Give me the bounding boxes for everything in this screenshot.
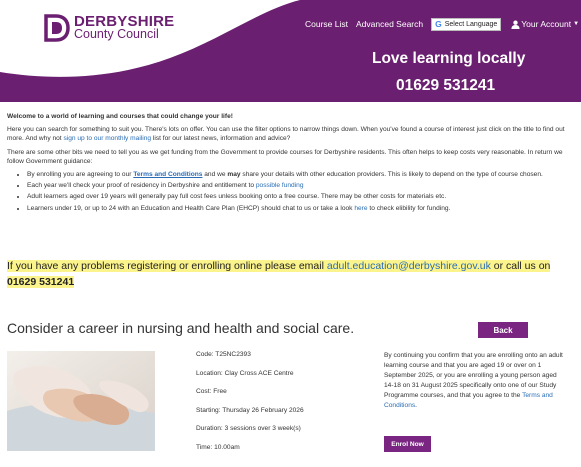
tagline: Love learning locally: [372, 50, 526, 67]
logo-text: [74, 15, 174, 41]
account-label: Your Account: [521, 19, 572, 29]
hands-photo-graphic: [7, 351, 155, 451]
course-cost: Cost: Free: [196, 388, 227, 396]
intro-p1-text-a: Here you can search for something to suit you. There's lots on offer. You can use the filter options to narrow things down. When you've found a course of interest just click on the title to find out more. And why not: [7, 126, 565, 143]
eligibility-link[interactable]: here: [354, 204, 368, 212]
course-location: Location: Clay Cross ACE Centre: [196, 369, 294, 377]
council-logo[interactable]: [44, 14, 174, 42]
course-details: [196, 351, 304, 463]
funding-link[interactable]: possible funding: [255, 182, 304, 190]
terms-link[interactable]: Terms and Conditions: [133, 171, 203, 179]
caret-down-icon: ▼: [573, 21, 580, 27]
language-selector[interactable]: [431, 18, 501, 31]
enrol-now-button[interactable]: Enrol Now: [384, 436, 431, 452]
intro-p1-text-b: list for our latest news, information and advice?: [151, 135, 291, 143]
nav-course-list[interactable]: Course List: [305, 19, 348, 29]
email-link[interactable]: adult.education@derbyshire.gov.uk: [326, 260, 491, 272]
account-menu[interactable]: [511, 19, 579, 29]
intro-paragraph-1: [7, 125, 575, 143]
back-button[interactable]: Back: [478, 322, 528, 338]
course-image: [7, 351, 155, 451]
user-icon: [511, 20, 520, 29]
header-phone: 01629 531241: [396, 77, 496, 94]
welcome-heading: Welcome to a world of learning and courses that could change your life!: [7, 113, 233, 120]
site-header: [0, 0, 581, 102]
course-code: Code: T25NC2393: [196, 351, 251, 358]
b2-text-a: Each year we'll check your proof of residency in Derbyshire and entitlement to: [27, 182, 256, 190]
intro-paragraph-2: There are some other bits we need to tell you as we get funding from the Government to provide courses for Derbyshire residents. This often helps to keep costs very reasonable. In return we follow Government guidance:: [7, 148, 563, 165]
b4-text-b: to check elibility for funding.: [367, 204, 451, 212]
confirm-terms-link[interactable]: Terms and Conditions: [384, 392, 553, 409]
enrolment-confirmation: [384, 351, 564, 411]
notice-text-b: or call us on: [490, 260, 551, 272]
language-selector-label: Select Language: [444, 20, 498, 28]
confirm-text-b: .: [415, 402, 417, 409]
guidance-item-ehcp: [27, 204, 575, 213]
b1-text-c: share your details with other education providers. This is likely to depend on the type of course chosen.: [240, 171, 543, 179]
b1-text-b: and we: [202, 171, 228, 179]
guidance-list: [27, 170, 575, 213]
guidance-item-terms: [27, 170, 575, 179]
b4-text-a: Learners under 19, or up to 24 with an Education and Health Care Plan (EHCP) should chat to us or take a look: [27, 204, 355, 212]
b1-may: may: [227, 171, 241, 179]
help-notice: [7, 258, 567, 290]
b1-text-a: By enrolling you are agreeing to our: [27, 171, 134, 179]
course-title: Consider a career in nursing and health and social care.: [7, 320, 355, 336]
logo-line1: DERBYSHIRE: [74, 13, 175, 30]
intro-section: [7, 112, 575, 215]
confirm-text-a: By continuing you confirm that you are enrolling onto an adult learning course and that you are aged 19 or over on 1 September 2025, or you are enrolling a young person aged 14-18 on 31 August 2025 specifically onto one of our Study Programme courses, and that you agree to the: [384, 352, 563, 399]
derbyshire-logo-icon: [44, 14, 70, 42]
guidance-item-fees: • Adult learners aged over 19 years will generally pay full cost fees unless booking onto a free course. There may be other costs for materials etc.: [27, 192, 575, 201]
course-time: Time: 10.00am: [196, 443, 240, 451]
notice-phone: 01629 531241: [7, 276, 75, 288]
logo-line2: County Council: [74, 27, 159, 41]
guidance-item-residency: [27, 181, 575, 190]
course-duration: Duration: 3 sessions over 3 week(s): [196, 425, 301, 433]
nav-advanced-search[interactable]: Advanced Search: [356, 19, 424, 29]
mailing-signup-link[interactable]: sign up to our monthly mailing: [63, 135, 152, 143]
notice-text-a: If you have any problems registering or enrolling online please email: [7, 260, 327, 272]
top-navigation: [305, 16, 579, 32]
course-starting: Starting: Thursday 26 February 2026: [196, 406, 304, 414]
google-g-icon: G: [435, 19, 442, 29]
